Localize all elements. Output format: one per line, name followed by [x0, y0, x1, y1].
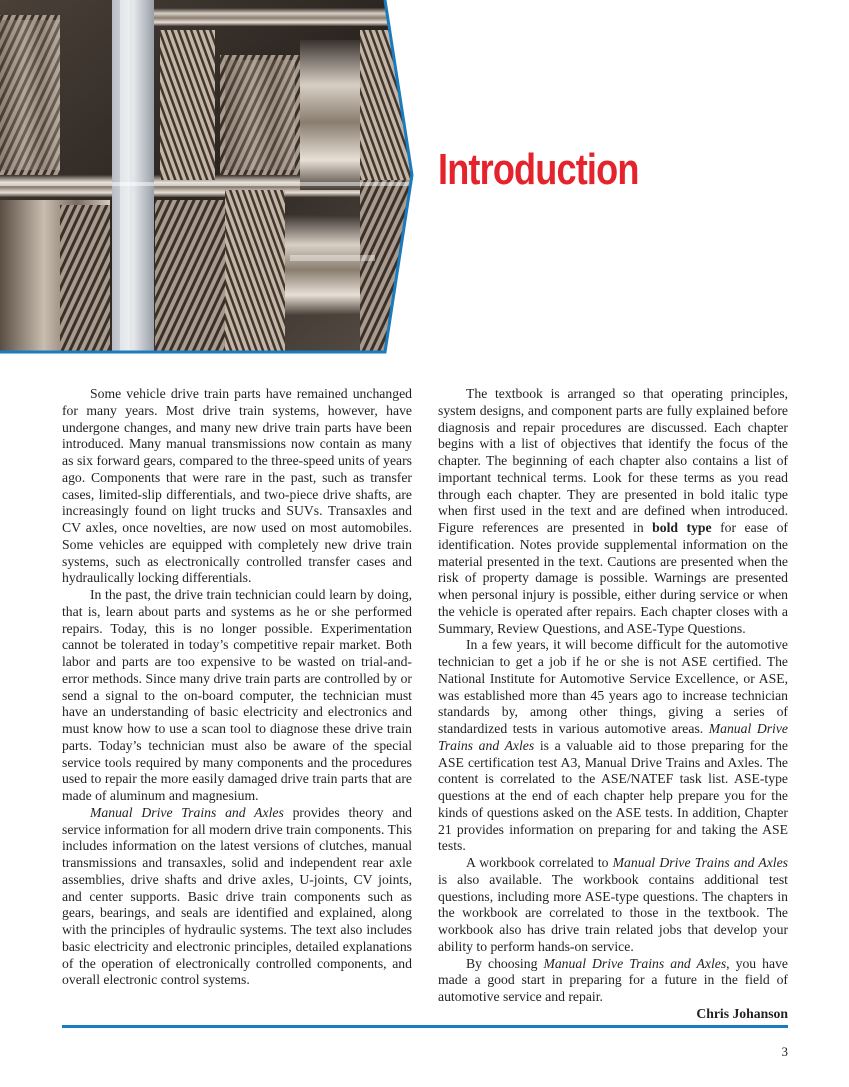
transmission-gears-photo — [0, 0, 849, 380]
left-column — [62, 386, 412, 989]
paragraph: The textbook is arranged so that operating principles, system designs, and component parts are fully explained before diagnosis and repair procedures are discussed. Each chapter begins with a list of objectives that identify the focus of the chapter. The beginning of each chapter also contains a list of important technical terms. Look for these terms as you read through each chapter. They are presented in bold italic type when first used in the text and are defined when introduced. Figure references are presented in bold type for ease of identification. Notes provide supplemental information on the material presented in the text. Cautions are presented when the risk of property damage is possible. Warnings are presented when personal injury is possible, either during service or when the vehicle is operated after repairs. Each chapter closes with a Summary, Review Questions, and ASE-Type Questions. — [438, 386, 788, 636]
page-title: Introduction — [438, 145, 639, 194]
author-signature: Chris Johanson — [696, 1005, 788, 1021]
paragraph: By choosing Manual Drive Trains and Axles, you have made a good start in preparing for a future in the field of automotive service and repair. — [438, 955, 788, 1004]
paragraph: Manual Drive Trains and Axles provides theory and service information for all modern drive train components. This includes information on the latest versions of clutches, manual transmissions and transaxles, solid and independent rear axle assemblies, drive shafts and drive axles, U-joints, CV joints, and center supports. Basic drive train components such as gears, bearings, and seals are identified and explained, along with the principles of hydraulic systems. The text also includes basic electricity and electronic principles, detailed explanations of the operation of electronically controlled components, and overall electronic control systems. — [62, 804, 413, 988]
footer-rule — [62, 1025, 788, 1028]
book-title: Manual Drive Trains and Axles — [90, 804, 284, 820]
book-title: Manual Drive Trains and Axles — [438, 721, 788, 753]
page-number: 3 — [781, 1044, 788, 1059]
bold-text: bold type — [652, 520, 712, 535]
paragraph: In the past, the drive train technician could learn by doing, that is, learn about parts and systems as he or she performed repairs. Today, this is no longer possible. Experimentation cannot be tolerated in today’s competitive repair market. Both labor and parts are too expensive to be wasted on trial-and-error methods. Since many drive train parts are controlled by or send a signal to the on-board computer, the technician must have an understanding of basic electricity and electronics and must know how to use a scan tool to diagnose these drive train parts. Today’s technician must also be aware of the special service tools required by many components and the procedures used to repair the more easily damaged drive train parts that are made of aluminum and magnesium. — [62, 587, 412, 803]
paragraph: A workbook correlated to Manual Drive Trains and Axles is also available. The workbook contains additional test questions, including more ASE-type questions. The chapters in the workbook are correlated to those in the textbook. The workbook also has drive train related jobs that develop your ability to perform hands-on service. — [438, 855, 788, 954]
right-column — [438, 386, 788, 1023]
header-image — [0, 0, 849, 380]
book-title: Manual Drive Trains and Axles — [612, 855, 788, 870]
paragraph: In a few years, it will become difficult for the automotive technician to get a job if he or she is not ASE certified. The National Institute for Automotive Service Excellence, or ASE, was established more than 45 years ago to increase technician standards by, among other things, giving a series of standardized tests in various automotive areas. Manual Drive Trains and Axles is a valuable aid to those preparing for the ASE certification test A3, Manual Drive Trains and Axles. The content is correlated to the ASE/NATEF task list. ASE-type questions at the end of each chapter help prepare you for the kinds of questions asked on the ASE tests. In addition, Chapter 21 provides information on preparing for and taking the ASE tests. — [438, 637, 788, 854]
paragraph: Some vehicle drive train parts have remained unchanged for many years. Most drive train systems, however, have undergone changes, and many new drive train parts have been introduced. Many manual transmissions now contain as many as six forward gears, compared to the three-speed units of years ago. Components that were rare in the past, such as transfer cases, limited-slip differentials, and two-piece drive shafts, are increasingly found on light trucks and SUVs. Transaxles and CV axles, once novelties, are now used on most automobiles. Some vehicles are equipped with completely new drive train systems, such as electronically controlled transfer cases and hydraulically locking differentials. — [62, 386, 412, 586]
book-title: Manual Drive Trains and Axles — [543, 955, 727, 971]
